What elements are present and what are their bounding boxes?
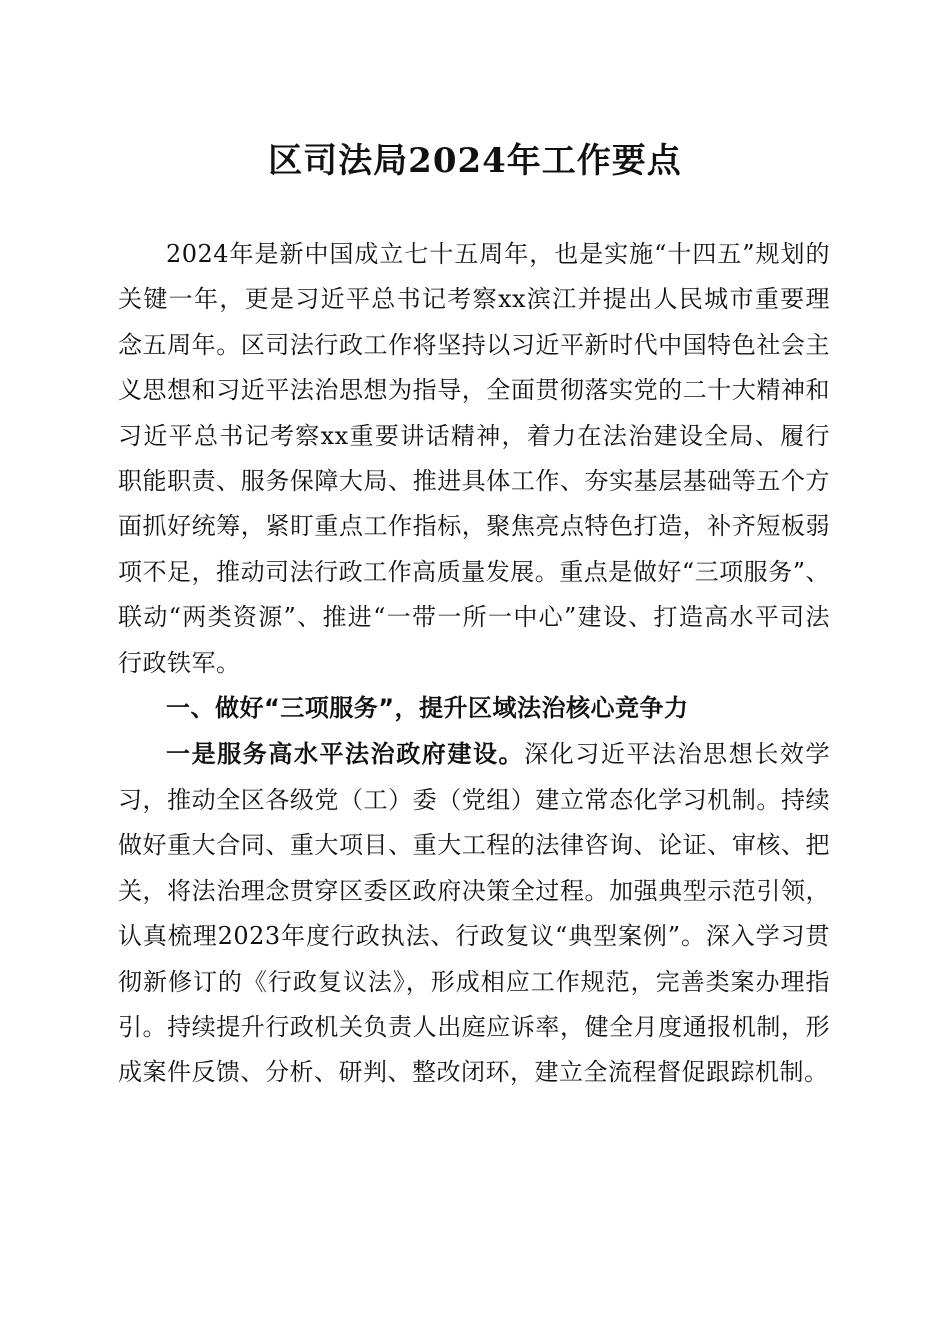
item-lead: 一是服务高水平法治政府建设。	[166, 739, 525, 769]
section-heading: 一、做好“三项服务”，提升区域法治核心竞争力	[166, 694, 689, 723]
intro-paragraph: 2024年是新中国成立七十五周年，也是实施“十四五”规划的关键一年，更是习近平总书记考察xx滨江并提出人民城市重要理念五周年。区司法行政工作将坚持以习近平新时代中国特色社会主义思想和习近平法治思想为指导，全面贯彻落实党的二十大精神和习近平总书记考察xx重要讲话精神，着力在法治建设全局、履行职能职责、服务保障大局、推进具体工作、夯实基层基础等五个方面抓好统筹，紧盯重点工作指标，聚焦亮点特色打造，补齐短板弱项不足，推动司法行政工作高质量发展。重点是做好“三项服务”、联动“两类资源”、推进“一带一所一中心”建设、打造高水平司法行政铁军。	[118, 240, 830, 677]
section-paragraph	[118, 731, 830, 1095]
document-body	[118, 232, 830, 1096]
document-title: 区司法局2024年工作要点	[268, 141, 682, 181]
item-body: 深化习近平法治思想长效学习，推动全区各级党（工）委（党组）建立常态化学习机制。持续做好重大合同、重大项目、重大工程的法律咨询、论证、审核、把关，将法治理念贯穿区委区政府决策全过程。加强典型示范引领，认真梳理2023年度行政执法、行政复议“典型案例”。深入学习贯彻新修订的《行政复议法》，形成相应工作规范，完善类案办理指引。持续提升行政机关负责人出庭应诉率，健全月度通报机制，形成案件反馈、分析、研判、整改闭环，建立全流程督促跟踪机制。	[118, 740, 831, 1087]
